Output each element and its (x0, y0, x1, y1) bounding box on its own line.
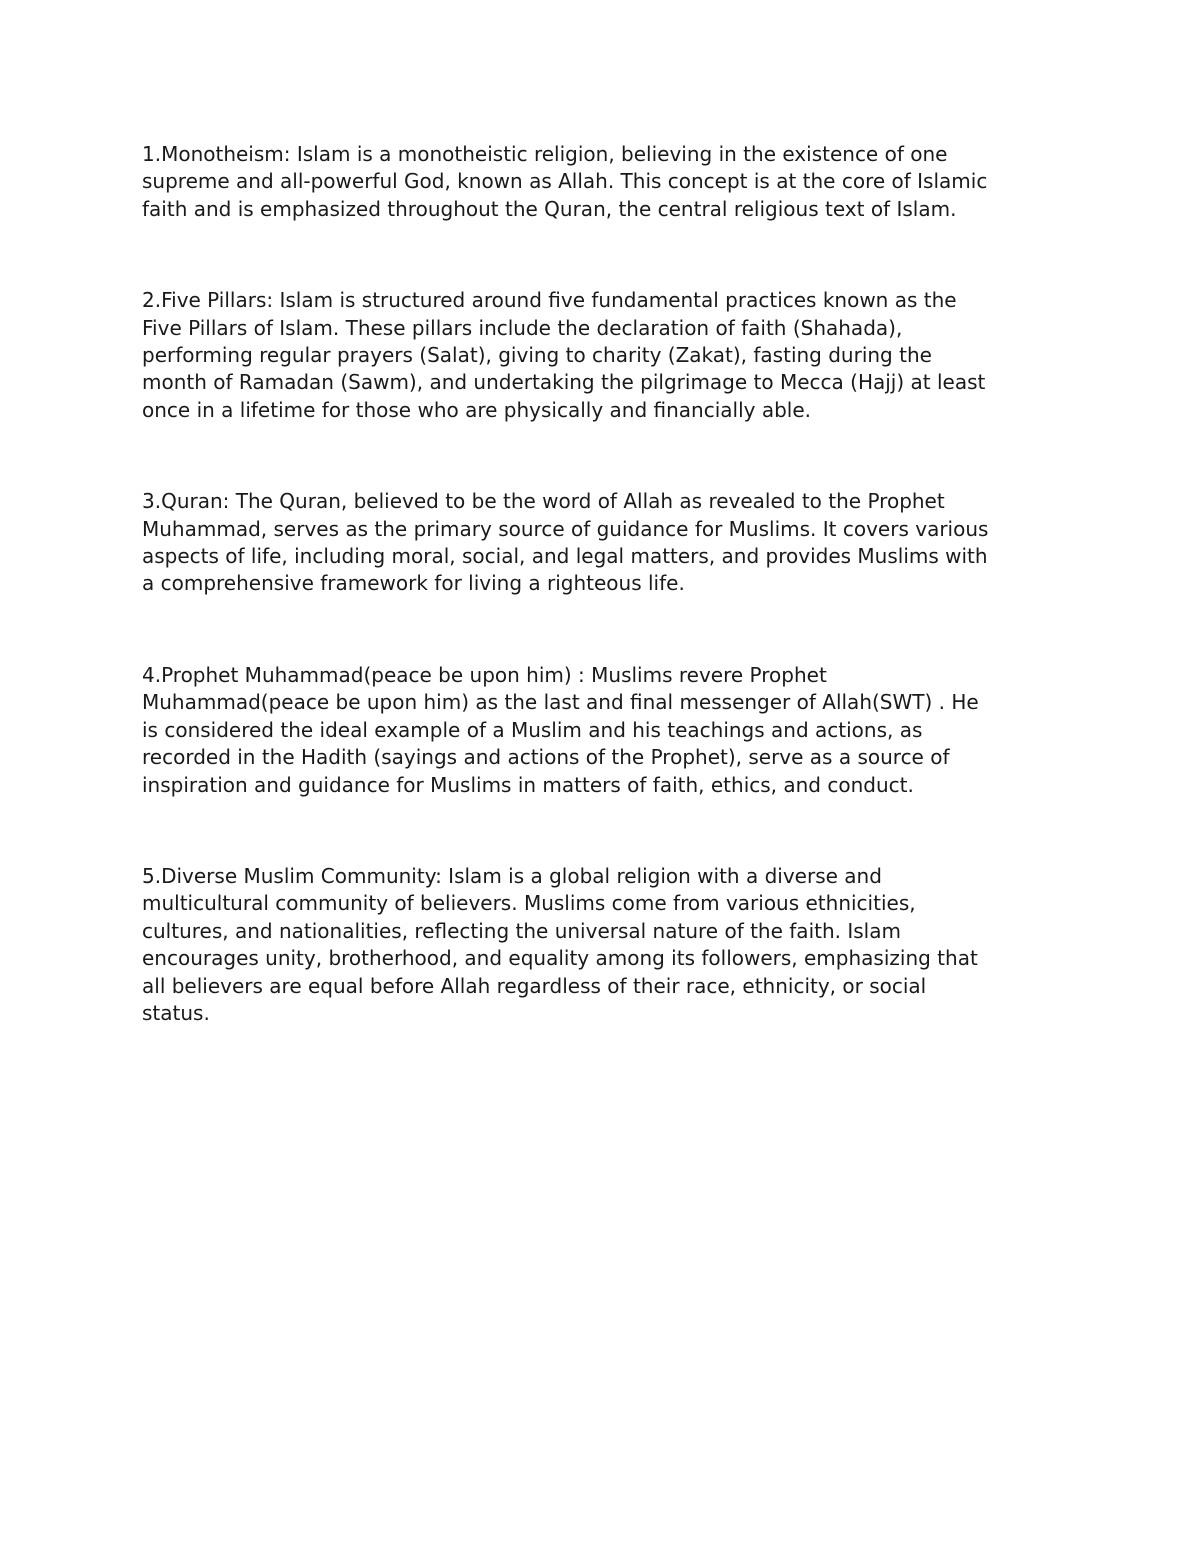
paragraph-line: cultures, and nationalities, reflecting the universal nature of the faith. Islam (142, 918, 901, 943)
paragraph-monotheism (142, 141, 1072, 223)
paragraph-line: 2.Five Pillars: Islam is structured around five fundamental practices known as the (142, 288, 957, 313)
paragraph-line: performing regular prayers (Salat), giving to charity (Zakat), fasting during the (142, 343, 932, 368)
paragraph-line: encourages unity, brotherhood, and equality among its followers, emphasizing that (142, 946, 978, 971)
paragraph-line: is considered the ideal example of a Muslim and his teachings and actions, as (142, 717, 923, 742)
paragraph-quran (142, 488, 1072, 598)
paragraph-line: 5.Diverse Muslim Community: Islam is a global religion with a diverse and (142, 863, 882, 888)
paragraph-line: a comprehensive framework for living a righteous life. (142, 571, 685, 596)
paragraph-line: Five Pillars of Islam. These pillars include the declaration of faith (Shahada), (142, 315, 903, 340)
paragraph-line: recorded in the Hadith (sayings and actions of the Prophet), serve as a source of (142, 745, 950, 770)
paragraph-line: Muhammad, serves as the primary source of guidance for Muslims. It covers various (142, 516, 989, 541)
paragraph-line: inspiration and guidance for Muslims in matters of faith, ethics, and conduct. (142, 772, 914, 797)
paragraph-line: Muhammad(peace be upon him) as the last and final messenger of Allah(SWT) . He (142, 690, 979, 715)
paragraph-line: supreme and all-powerful God, known as Allah. This concept is at the core of Islamic (142, 169, 988, 194)
paragraph-line: 4.Prophet Muhammad(peace be upon him) : Muslims revere Prophet (142, 662, 827, 687)
paragraph-line: status. (142, 1000, 210, 1025)
paragraph-diverse-community (142, 863, 1072, 1027)
paragraph-line: all believers are equal before Allah regardless of their race, ethnicity, or social (142, 973, 927, 998)
paragraph-line: multicultural community of believers. Muslims come from various ethnicities, (142, 891, 916, 916)
paragraph-prophet-muhammad (142, 662, 1072, 799)
paragraph-line: month of Ramadan (Sawm), and undertaking the pilgrimage to Mecca (Hajj) at least (142, 370, 986, 395)
paragraph-line: aspects of life, including moral, social, and legal matters, and provides Muslims with (142, 544, 988, 569)
paragraph-five-pillars (142, 287, 1072, 424)
paragraph-line: once in a lifetime for those who are physically and financially able. (142, 397, 812, 422)
paragraph-line: 1.Monotheism: Islam is a monotheistic religion, believing in the existence of one (142, 142, 948, 166)
paragraph-line: 3.Quran: The Quran, believed to be the word of Allah as revealed to the Prophet (142, 489, 945, 514)
document-body (142, 141, 1072, 1091)
paragraph-line: faith and is emphasized throughout the Quran, the central religious text of Islam. (142, 196, 957, 221)
